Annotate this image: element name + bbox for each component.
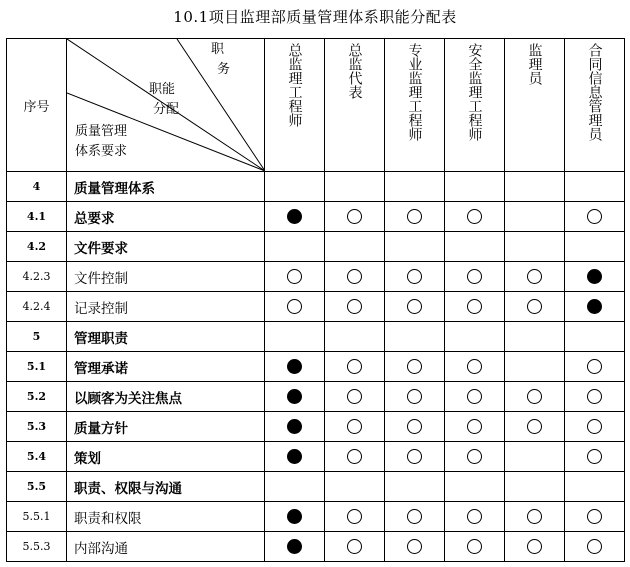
role-cell [445,442,505,472]
role-cell [445,532,505,562]
open-circle-icon [467,419,482,434]
role-header-2: 专业监理工程师 [385,39,445,172]
role-cell [565,442,625,472]
role-cell [325,202,385,232]
open-circle-icon [467,449,482,464]
open-circle-icon [527,509,542,524]
table-row [7,532,625,562]
diag-label-bottom-2: 体系要求 [75,144,128,159]
filled-circle-icon [287,449,302,464]
role-cell [385,412,445,442]
filled-circle-icon [287,209,302,224]
role-cell [265,262,325,292]
row-seq: 4.2.3 [7,262,67,292]
role-cell [265,292,325,322]
role-cell [565,352,625,382]
role-cell [325,532,385,562]
open-circle-icon [347,299,362,314]
role-cell [445,472,505,502]
role-cell [445,262,505,292]
row-seq: 4.2.4 [7,292,67,322]
table-row [7,292,625,322]
role-cell [325,262,385,292]
table-row [7,262,625,292]
filled-circle-icon [587,269,602,284]
role-cell [445,352,505,382]
role-cell [385,472,445,502]
role-cell [505,442,565,472]
row-label: 以顾客为关注焦点 [67,382,265,412]
row-seq: 5.1 [7,352,67,382]
role-header-5: 合同信息管理员 [565,39,625,172]
role-cell [325,442,385,472]
open-circle-icon [527,299,542,314]
table-row [7,442,625,472]
role-cell [445,412,505,442]
diag-label-mid-2: 分配 [153,102,180,117]
open-circle-icon [467,299,482,314]
role-cell [565,382,625,412]
open-circle-icon [347,209,362,224]
open-circle-icon [407,299,422,314]
role-cell [505,412,565,442]
open-circle-icon [407,449,422,464]
role-cell [325,502,385,532]
role-cell [385,442,445,472]
role-cell [385,292,445,322]
table-row [7,352,625,382]
role-cell [505,322,565,352]
role-cell [445,502,505,532]
table-row [7,502,625,532]
role-cell [325,412,385,442]
role-cell [265,442,325,472]
role-cell [265,352,325,382]
role-cell [565,202,625,232]
role-cell [565,472,625,502]
role-header-3: 安全监理工程师 [445,39,505,172]
table-row [7,472,625,502]
open-circle-icon [527,269,542,284]
role-cell [565,502,625,532]
row-label: 策划 [67,442,265,472]
table-row [7,232,625,262]
open-circle-icon [527,419,542,434]
row-seq: 5.5.1 [7,502,67,532]
role-cell [385,322,445,352]
table-row [7,322,625,352]
open-circle-icon [527,539,542,554]
table-body [7,172,625,562]
diagonal-line-short [177,39,265,171]
role-cell [385,232,445,262]
open-circle-icon [587,419,602,434]
filled-circle-icon [287,509,302,524]
role-cell [265,472,325,502]
open-circle-icon [347,509,362,524]
row-seq: 4.2 [7,232,67,262]
role-cell [505,352,565,382]
diag-label-bottom-1: 质量管理 [75,124,128,139]
role-cell [265,232,325,262]
row-label: 总要求 [67,202,265,232]
row-label: 记录控制 [67,292,265,322]
open-circle-icon [347,269,362,284]
role-cell [505,532,565,562]
open-circle-icon [407,419,422,434]
role-cell [565,532,625,562]
open-circle-icon [407,389,422,404]
role-cell [505,472,565,502]
row-label: 管理职责 [67,322,265,352]
header-row [7,39,625,172]
row-seq: 4.1 [7,202,67,232]
open-circle-icon [407,269,422,284]
responsibility-table [6,38,625,562]
open-circle-icon [347,389,362,404]
diag-label-top-1: 职 [211,42,225,57]
role-header-0: 总监理工程师 [265,39,325,172]
open-circle-icon [407,209,422,224]
row-seq: 5.4 [7,442,67,472]
role-cell [565,232,625,262]
role-cell [565,172,625,202]
diagonal-header-cell [67,39,265,172]
filled-circle-icon [287,389,302,404]
filled-circle-icon [587,299,602,314]
role-cell [505,262,565,292]
open-circle-icon [347,419,362,434]
open-circle-icon [347,449,362,464]
seq-header: 序号 [7,39,67,172]
row-label: 职责和权限 [67,502,265,532]
filled-circle-icon [287,419,302,434]
role-cell [505,292,565,322]
table-row [7,172,625,202]
role-cell [565,412,625,442]
row-label: 管理承诺 [67,352,265,382]
open-circle-icon [287,299,302,314]
role-cell [265,532,325,562]
role-cell [265,322,325,352]
role-cell [505,232,565,262]
role-cell [265,382,325,412]
open-circle-icon [587,359,602,374]
role-cell [325,232,385,262]
diag-label-mid-1: 职能 [149,82,176,97]
row-label: 文件控制 [67,262,265,292]
role-cell [385,172,445,202]
role-cell [445,172,505,202]
open-circle-icon [407,539,422,554]
row-label: 文件要求 [67,232,265,262]
role-header-1: 总监代表 [325,39,385,172]
diag-label-top-2: 务 [217,62,231,77]
role-cell [565,322,625,352]
role-cell [325,322,385,352]
role-header-4: 监理员 [505,39,565,172]
role-cell [565,262,625,292]
role-cell [385,502,445,532]
open-circle-icon [467,509,482,524]
open-circle-icon [587,509,602,524]
open-circle-icon [587,449,602,464]
open-circle-icon [347,539,362,554]
open-circle-icon [347,359,362,374]
role-cell [325,172,385,202]
open-circle-icon [467,359,482,374]
table-row [7,382,625,412]
role-cell [325,382,385,412]
role-cell [385,352,445,382]
open-circle-icon [287,269,302,284]
role-cell [265,202,325,232]
role-cell [445,382,505,412]
open-circle-icon [407,509,422,524]
open-circle-icon [527,389,542,404]
role-cell [445,202,505,232]
role-cell [505,382,565,412]
open-circle-icon [587,209,602,224]
role-cell [325,352,385,382]
row-seq: 5 [7,322,67,352]
role-cell [565,292,625,322]
table-row [7,202,625,232]
role-cell [505,502,565,532]
table-row [7,412,625,442]
role-cell [445,232,505,262]
role-cell [385,382,445,412]
role-cell [385,532,445,562]
filled-circle-icon [287,539,302,554]
open-circle-icon [467,539,482,554]
role-cell [445,322,505,352]
open-circle-icon [467,389,482,404]
row-label: 职责、权限与沟通 [67,472,265,502]
row-seq: 5.5 [7,472,67,502]
role-cell [265,172,325,202]
row-label: 内部沟通 [67,532,265,562]
role-cell [265,502,325,532]
role-cell [505,202,565,232]
role-cell [385,262,445,292]
open-circle-icon [467,269,482,284]
page-title: 10.1项目监理部质量管理体系职能分配表 [173,8,457,26]
open-circle-icon [467,209,482,224]
open-circle-icon [587,389,602,404]
role-cell [325,292,385,322]
open-circle-icon [587,539,602,554]
row-label: 质量方针 [67,412,265,442]
open-circle-icon [407,359,422,374]
row-seq: 4 [7,172,67,202]
row-seq: 5.2 [7,382,67,412]
filled-circle-icon [287,359,302,374]
role-cell [325,472,385,502]
row-seq: 5.5.3 [7,532,67,562]
role-cell [445,292,505,322]
role-cell [385,202,445,232]
role-cell [265,412,325,442]
row-seq: 5.3 [7,412,67,442]
row-label: 质量管理体系 [67,172,265,202]
role-cell [505,172,565,202]
